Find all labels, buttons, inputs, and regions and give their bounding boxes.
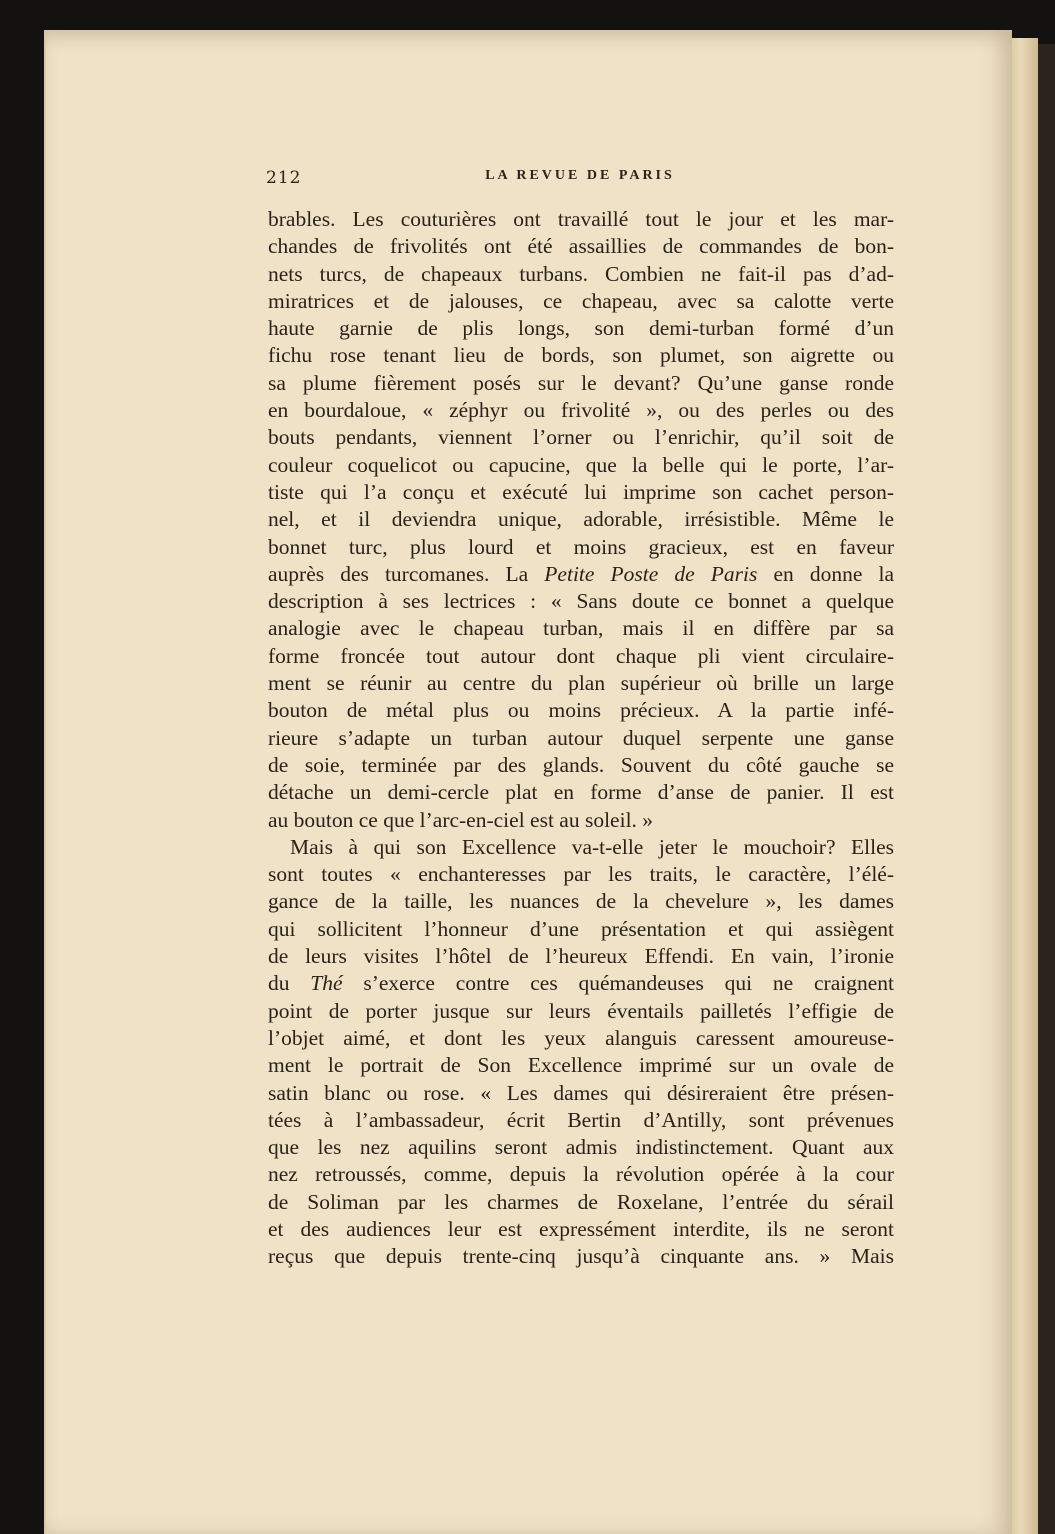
text-line: sa plume fièrement posés sur le devant? Qu’une ganse ronde [268,370,894,395]
text-line: analogie avec le chapeau turban, mais il en diffère par sa [268,616,894,641]
text-line: gance de la taille, les nuances de la chevelure », les dames [268,889,894,914]
text-line: tées à l’ambassadeur, écrit Bertin d’Antilly, sont prévenues [268,1107,894,1132]
text-line: qui sollicitent l’honneur d’une présentation et qui assiègent [268,916,894,941]
text-line: en bourdaloue, « zéphyr ou frivolité », ou des perles ou des [268,398,894,423]
text-line: ment se réunir au centre du plan supérieur où brille un large [268,671,894,696]
text-line: rieure s’adapte un turban autour duquel serpente une ganse [268,725,894,750]
text-segment: s’exerce contre ces quémandeuses qui ne craignent [342,971,894,996]
text-line: miratrices et de jalouses, ce chapeau, avec sa calotte verte [268,288,894,313]
text-line: que les nez aquilins seront admis indistinctement. Quant aux [268,1135,894,1160]
italic-title: Thé [310,971,343,996]
text-line: de soie, terminée par des glands. Souvent du côté gauche se [268,752,894,777]
text-line: description à ses lectrices : « Sans doute ce bonnet a quelque [268,589,894,614]
text-segment: auprès des turcomanes. La [268,561,529,586]
text-line: nel, et il deviendra unique, adorable, irrésistible. Même le [268,507,894,532]
text-line: brables. Les couturières ont travaillé tout le jour et les mar- [268,207,894,231]
text-line: bouts pendants, viennent l’orner ou l’enrichir, qu’il soit de [268,425,894,450]
text-line: ment le portrait de Son Excellence imprimé sur un ovale de [268,1053,894,1078]
text-segment: en donne la [757,561,894,586]
text-line: reçus que depuis trente-cinq jusqu’à cinquante ans. » Mais [268,1244,894,1269]
text-line [268,561,894,588]
adjacent-page-edge [1010,38,1038,1534]
text-line: point de porter jusque sur leurs éventails pailletés l’effigie de [268,998,894,1023]
text-line: chandes de frivolités ont été assaillies de commandes de bon- [268,234,894,259]
text-line: l’objet aimé, et dont les yeux alanguis caressent amoureuse- [268,1025,894,1050]
text-line: au bouton ce que l’arc-en-ciel est au soleil. » [268,807,654,832]
running-title: LA REVUE DE PARIS [485,168,675,183]
text-line: et des audiences leur est expressément interdite, ils ne seront [268,1216,894,1241]
text-line: haute garnie de plis longs, son demi-turban formé d’un [268,316,894,341]
text-line: bonnet turc, plus lourd et moins gracieux, est en faveur [268,534,894,559]
binding-shadow [1038,44,1055,1534]
text-line: forme froncée tout autour dont chaque pli vient circulaire- [268,643,894,668]
text-line: de leurs visites l’hôtel de l’heureux Effendi. En vain, l’ironie [268,944,894,969]
text-line [268,970,894,997]
text-line: satin blanc ou rose. « Les dames qui désireraient être présen- [268,1080,894,1105]
text-line: fichu rose tenant lieu de bords, son plumet, son aigrette ou [268,343,894,368]
page-header [266,168,894,194]
text-line: détache un demi-cercle plat en forme d’anse de panier. Il est [268,780,894,805]
text-line: Mais à qui son Excellence va-t-elle jeter le mouchoir? Elles [290,834,894,859]
text-segment: du [268,971,290,996]
text-line: de Soliman par les charmes de Roxelane, l’entrée du sérail [268,1189,894,1214]
page-number: 212 [266,168,302,188]
italic-title: Petite Poste de Paris [544,561,758,586]
text-line: nets turcs, de chapeaux turbans. Combien ne fait-il pas d’ad- [268,261,894,286]
text-line: nez retroussés, comme, depuis la révolution opérée à la cour [268,1162,894,1187]
body-text [268,206,894,1271]
text-line: sont toutes « enchanteresses par les traits, le caractère, l’élé- [268,862,894,887]
text-line: couleur coquelicot ou capucine, que la belle qui le porte, l’ar- [268,452,894,477]
text-line: bouton de métal plus ou moins précieux. A la partie infé- [268,698,894,723]
text-line: tiste qui l’a conçu et exécuté lui imprime son cachet person- [268,479,894,504]
